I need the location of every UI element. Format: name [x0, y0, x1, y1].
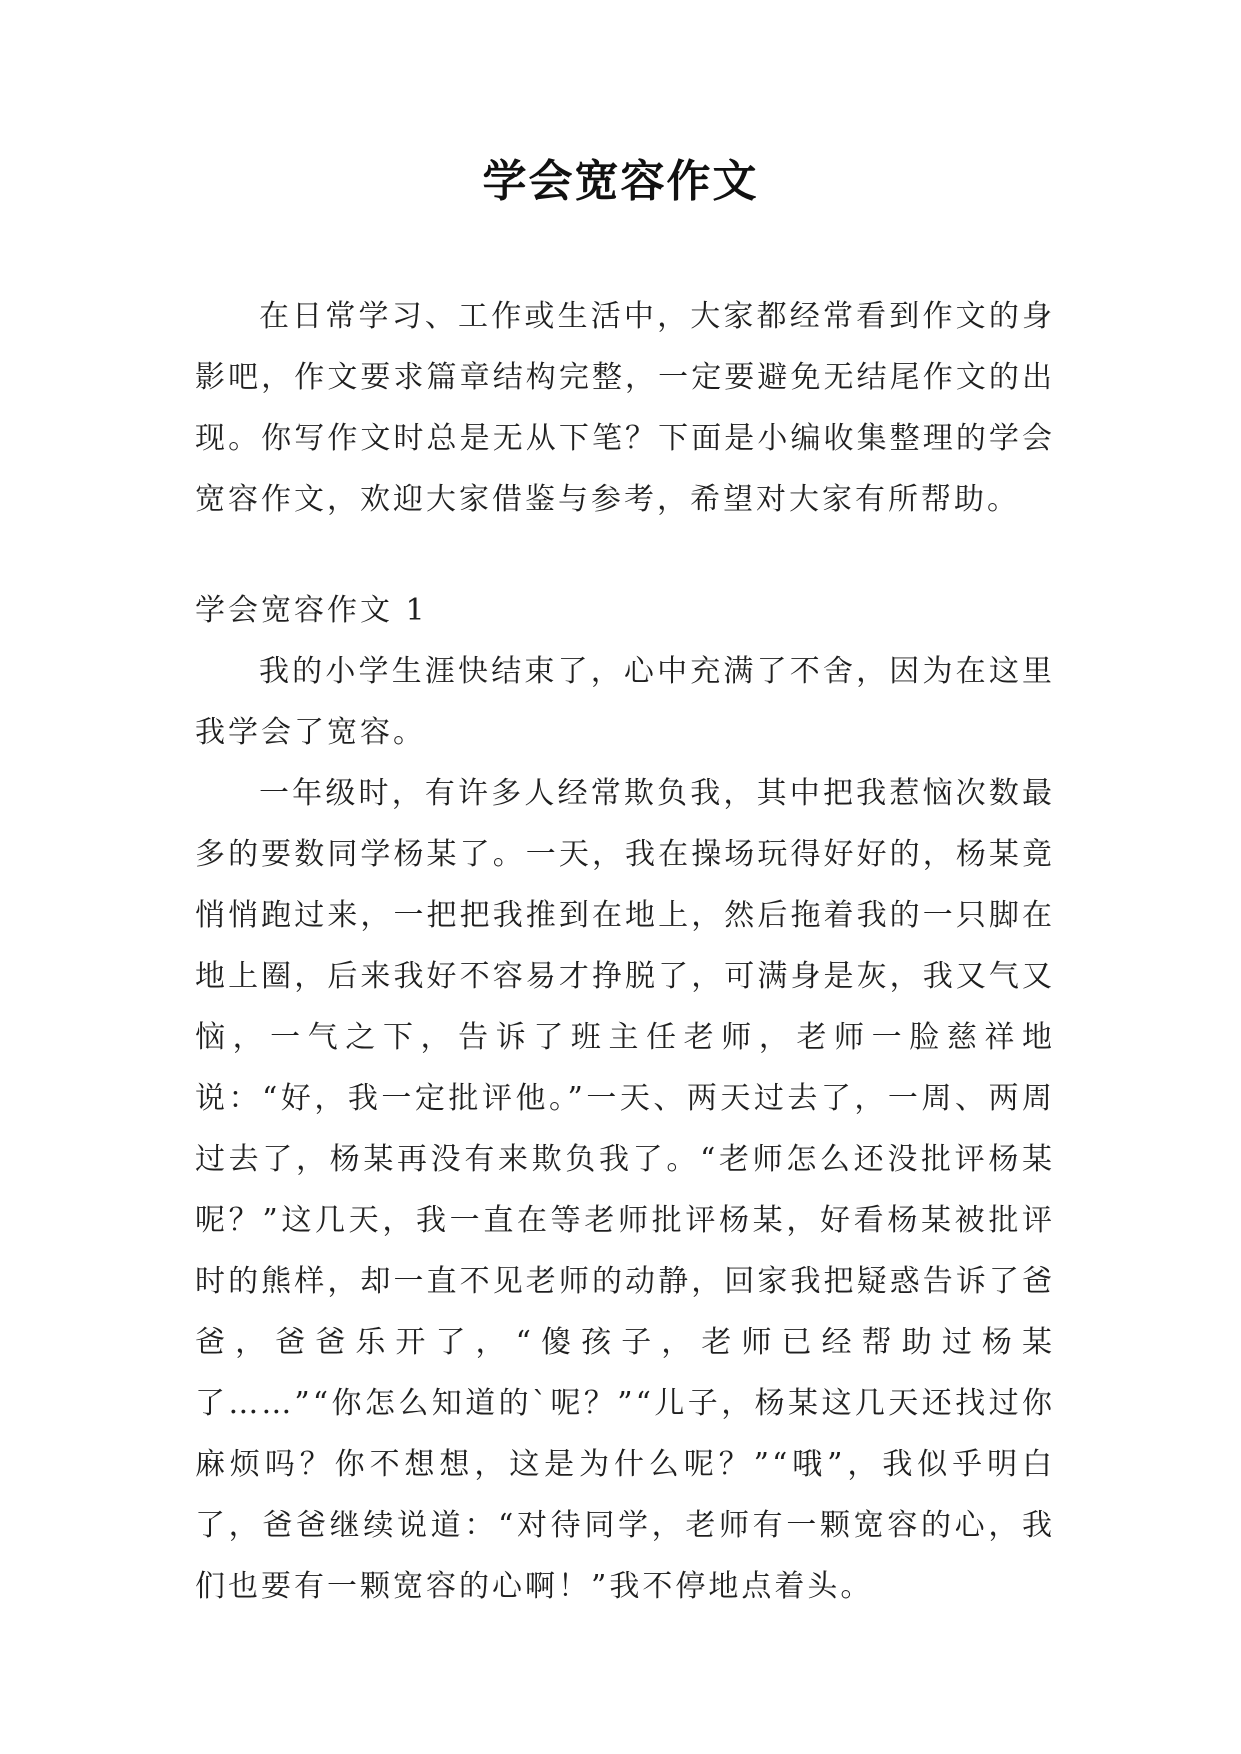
section-heading: 学会宽容作文 1: [195, 593, 428, 628]
section-paragraph-1: 我的小学生涯快结束了，心中充满了不舍，因为在这里我学会了宽容。: [195, 654, 1055, 750]
section-paragraph-2: 一年级时，有许多人经常欺负我，其中把我惹恼次数最多的要数同学杨某了。一天，我在操场玩得好好的，杨某竟悄悄跑过来，一把把我推到在地上，然后拖着我的一只脚在地上圈，后来我好不容易才挣脱了，可满身是灰，我又气又恼，一气之下，告诉了班主任老师，老师一脸慈祥地说：“好，我一定批评他。”一天、两天过去了，一周、两周过去了，杨某再没有来欺负我了。“老师怎么还没批评杨某呢？”这几天，我一直在等老师批评杨某，好看杨某被批评时的熊样，却一直不见老师的动静，回家我把疑惑告诉了爸爸，爸爸乐开了，“傻孩子，老师已经帮助过杨某了……”“你怎么知道的`呢？”“儿子，杨某这几天还找过你麻烦吗？你不想想，这是为什么呢？”“哦”，我似乎明白了，爸爸继续说道：“对待同学，老师有一颗宽容的心，我们也要有一颗宽容的心啊！”我不停地点着头。: [195, 776, 1055, 1604]
intro-paragraph: 在日常学习、工作或生活中，大家都经常看到作文的身影吧，作文要求篇章结构完整，一定要避免无结尾作文的出现。你写作文时总是无从下笔？下面是小编收集整理的学会宽容作文，欢迎大家借鉴与参考，希望对大家有所帮助。: [195, 299, 1055, 517]
document-title: 学会宽容作文: [482, 156, 759, 207]
essay-section-1: [195, 580, 1055, 1617]
